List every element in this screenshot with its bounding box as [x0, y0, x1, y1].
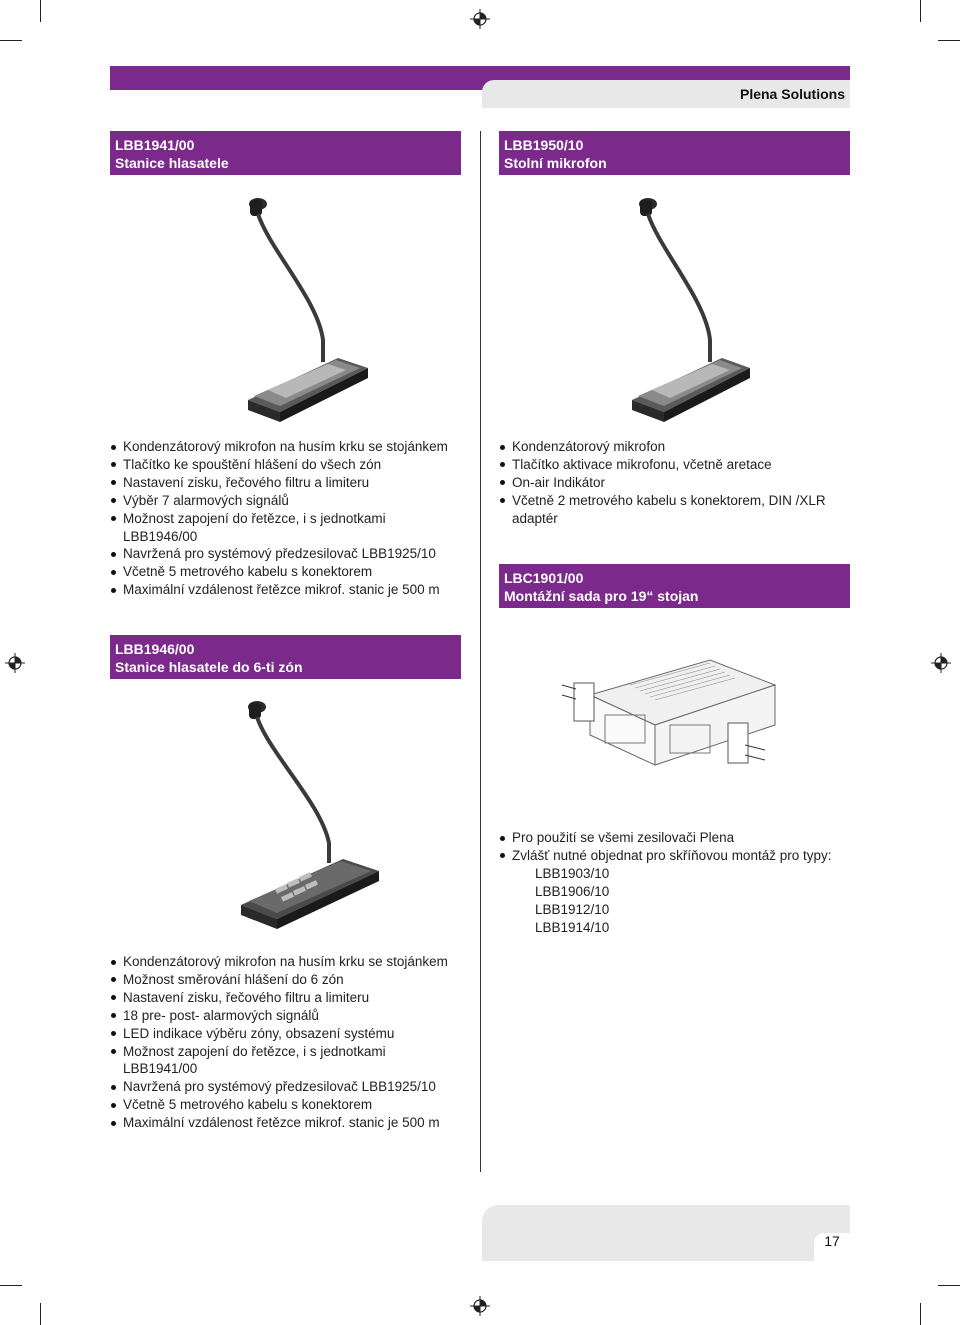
- desk-microphone-image: [618, 190, 758, 425]
- product-name: Stanice hlasatele do 6-ti zón: [115, 659, 303, 675]
- page-number: 17: [814, 1233, 850, 1261]
- list-item: Navržená pro systémový předzesilovač LBB1925/10: [110, 545, 475, 563]
- footer-panel: [482, 1205, 850, 1261]
- section-header-lbb1946: [110, 635, 461, 679]
- list-item: Maximální vzdálenost řetězce mikrof. stanic je 500 m: [110, 581, 475, 599]
- list-item-continuation: LBB1946/00: [123, 528, 198, 544]
- list-item: Možnost zapojení do řetězce, i s jednotkami: [110, 510, 475, 528]
- feature-list-lbb1946: [110, 953, 475, 1132]
- product-code: LBB1950/10: [504, 137, 584, 153]
- list-item: Kondenzátorový mikrofon: [499, 438, 854, 456]
- list-item: Výběr 7 alarmových signálů: [110, 492, 475, 510]
- list-item: Pro použití se všemi zesilovači Plena: [499, 829, 859, 847]
- rack-mount-kit-image: [560, 655, 792, 810]
- list-item: LED indikace výběru zóny, obsazení systému: [110, 1025, 475, 1043]
- list-item: On-air Indikátor: [499, 474, 854, 492]
- call-station-image-lbb1941: [228, 190, 378, 425]
- list-item-continuation: LBB1941/00: [123, 1061, 198, 1077]
- list-item: Kondenzátorový mikrofon na husím krku se stojánkem: [110, 953, 475, 971]
- product-code: LBB1941/00: [115, 137, 195, 153]
- section-header-lbb1950: [499, 131, 850, 175]
- list-item: Včetně 5 metrového kabelu s konektorem: [110, 563, 475, 581]
- list-item-model: LBB1903/10: [535, 865, 610, 881]
- feature-list-lbb1941: [110, 438, 475, 599]
- registration-mark-top: [469, 8, 491, 30]
- product-name: Stolní mikrofon: [504, 155, 607, 171]
- list-item: Nastavení zisku, řečového filtru a limiteru: [110, 474, 475, 492]
- list-item: Kondenzátorový mikrofon na husím krku se stojánkem: [110, 438, 475, 456]
- brand-title: Plena Solutions: [482, 80, 850, 108]
- list-item: Tlačítko aktivace mikrofonu, včetně aretace: [499, 456, 854, 474]
- feature-list-lbc1901: [499, 829, 859, 936]
- list-item: 18 pre- post- alarmových signálů: [110, 1007, 475, 1025]
- list-item-model: LBB1912/10: [535, 901, 610, 917]
- registration-mark-right: [930, 652, 952, 674]
- product-name: Montážní sada pro 19“ stojan: [504, 588, 699, 604]
- list-item: Zvlášť nutné objednat pro skříňovou montáž pro typy:: [499, 847, 859, 865]
- list-item-model: LBB1914/10: [535, 919, 610, 935]
- product-code: LBB1946/00: [115, 641, 195, 657]
- list-item: Tlačítko ke spouštění hlášení do všech zón: [110, 456, 475, 474]
- list-item-continuation: adaptér: [512, 510, 558, 526]
- list-item: Možnost zapojení do řetězce, i s jednotkami: [110, 1043, 475, 1061]
- feature-list-lbb1950: [499, 438, 854, 528]
- column-divider: [480, 131, 481, 1172]
- list-item: Nastavení zisku, řečového filtru a limiteru: [110, 989, 475, 1007]
- registration-mark-bottom: [469, 1295, 491, 1317]
- product-code: LBC1901/00: [504, 570, 584, 586]
- product-name: Stanice hlasatele: [115, 155, 229, 171]
- list-item: Včetně 5 metrového kabelu s konektorem: [110, 1096, 475, 1114]
- registration-mark-left: [4, 652, 26, 674]
- list-item: Maximální vzdálenost řetězce mikrof. stanic je 500 m: [110, 1114, 475, 1132]
- call-station-image-lbb1946: [225, 693, 390, 933]
- section-header-lbb1941: [110, 131, 461, 175]
- list-item-model: LBB1906/10: [535, 883, 610, 899]
- list-item: Navržená pro systémový předzesilovač LBB1925/10: [110, 1078, 475, 1096]
- section-header-lbc1901: [499, 564, 850, 608]
- list-item: Možnost směrování hlášení do 6 zón: [110, 971, 475, 989]
- list-item: Včetně 2 metrového kabelu s konektorem, DIN /XLR: [499, 492, 854, 510]
